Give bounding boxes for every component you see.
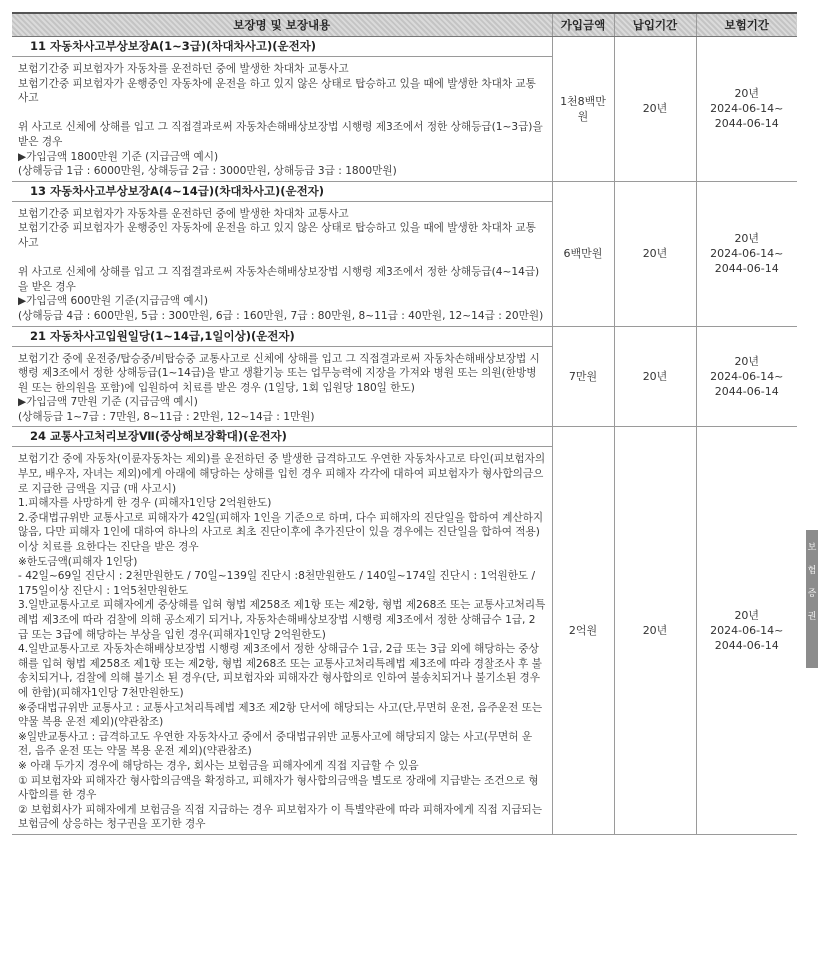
- amount-value: 2억원: [568, 624, 598, 638]
- description-line: ① 피보험자와 피해자간 형사합의금액을 확정하고, 피해자가 형사합의금액을 별도로 장래에 지급받는 조건으로 형사합의를 한 경우: [18, 774, 539, 802]
- coverage-row: [12, 326, 797, 427]
- description-line: 보험기간 중에 운전중/탑승중/비탑승중 교통사고로 신체에 상해를 입고 그 직접결과로써 자동차손해배상보장법 시행령 제3조에서 정한 상해등급(1~14급)을 받고 생활기능 또는 업무능력에 지장을 가져와 병원 또는 의원(한방병원 또는 한의원을 포함)에 입원하여 치료를 받은 경우 (1일당, 1회 입원당 180일 한도): [18, 352, 540, 394]
- term-line: 2044-06-14: [714, 639, 779, 653]
- term-line: 20년: [734, 87, 760, 101]
- description-line: 2.중대법규위반 교통사고로 피해자가 42일(피해자 1인을 기준으로 하며, 다수 피해자의 진단일을 합하여 계산하지 않음, 다만 피해자 1인에 대하여 하나의 사고로 최초 진단이후에 추가진단이 있을 경우에는 진단일을 합하여 적용) 이상 치료를 요한다는 진단을 받은 경우: [18, 511, 544, 554]
- header-term: 보험기간: [696, 13, 797, 37]
- coverage-title: 13 자동차사고부상보장A(4~14급)(차대차사고)(운전자): [12, 182, 552, 202]
- description-line: 3.일반교통사고로 피해자에게 중상해를 입혀 형법 제258조 제1항 또는 제2항, 형법 제268조 또는 교통사고처리특례법 제3조에 따라 검찰에 의해 공소제기 되거나, 자동차손해배상보장법 시행령 제3조에서 정한 상해급수 1급, 2급 또는 3급에 해당하는 부상을 입힌 경우(피해자1인당 2억원한도): [18, 599, 546, 641]
- term-cell: [696, 37, 797, 182]
- term-line: 2024-06-14~: [710, 247, 784, 261]
- description-line: ※한도금액(피해자 1인당): [18, 555, 138, 568]
- amount-cell: [552, 37, 614, 182]
- description-line: 보험기간중 피보험자가 운행중인 자동차에 운전을 하고 있지 않은 상태로 탑승하고 있을 때에 발생한 차대차 교통사고: [18, 222, 536, 249]
- header-row: [12, 13, 797, 37]
- term-line: 2024-06-14~: [710, 102, 784, 116]
- term-line: 20년: [734, 609, 760, 623]
- amount-unit: 원: [577, 109, 589, 123]
- header-pay-period: 납입기간: [614, 13, 696, 37]
- amount-cell: [552, 427, 614, 834]
- term-line: 2024-06-14~: [710, 624, 784, 638]
- side-tab-char: 험: [807, 566, 817, 576]
- description-line: ▶가입금액 7만원 기준 (지급금액 예시): [18, 396, 198, 409]
- side-tab-char: 증: [807, 589, 817, 599]
- term-line: 2044-06-14: [714, 117, 779, 131]
- description-line: 보험기간 중에 자동차(이륜자동차는 제외)를 운전하던 중 발생한 급격하고도 우연한 자동차사고로 타인(피보험자의 부모, 배우자, 자녀는 제외)에게 아래에 해당하는 상해를 입힌 경우 피해자 각각에 대하여 피보험자가 형사합의금으로 지급한 금액을 지급 (매 사고시): [18, 453, 546, 495]
- coverage-content-cell: [12, 37, 552, 182]
- side-tab-char: 보: [807, 543, 817, 553]
- description-line: [18, 251, 546, 266]
- description-line: ※ 아래 두가지 경우에 해당하는 경우, 회사는 보험금을 피해자에게 직접 지급할 수 있음: [18, 759, 419, 772]
- description-line: 보험기간중 피보험자가 자동차를 운전하던 중에 발생한 차대차 교통사고: [18, 207, 349, 220]
- description-line: 위 사고로 신체에 상해를 입고 그 직접결과로써 자동차손해배상보장법 시행령 제3조에서 정한 상해등급(4~14급)을 받은 경우: [18, 266, 540, 293]
- amount-cell: [552, 326, 614, 427]
- coverage-content-cell: [12, 181, 552, 326]
- coverage-description: [12, 57, 552, 181]
- description-line: ▶가입금액 1800만원 기준 (지급금액 예시): [18, 150, 219, 163]
- description-line: 보험기간중 피보험자가 자동차를 운전하던 중에 발생한 차대차 교통사고: [18, 63, 349, 75]
- term-cell: [696, 326, 797, 427]
- description-line: ▶가입금액 600만원 기준(지급금액 예시): [18, 295, 209, 308]
- description-line: 위 사고로 신체에 상해를 입고 그 직접결과로써 자동차손해배상보장법 시행령 제3조에서 정한 상해등급(1~3급)을 받은 경우: [18, 121, 543, 148]
- side-tab: [806, 530, 818, 668]
- side-tab-char: 권: [807, 612, 817, 622]
- pay-period-cell: 20년: [614, 37, 696, 182]
- amount-value: 7만원: [568, 369, 598, 383]
- description-line: ※중대법규위반 교통사고 : 교통사고처리특례법 제3조 제2항 단서에 해당되는 사고(단,무면허 운전, 음주운전 또는 약물 복용 운전 제외)(약관참조): [18, 701, 543, 729]
- description-line: (상해등급 1급 : 6000만원, 상해등급 2급 : 3000만원, 상해등급 3급 : 1800만원): [18, 165, 397, 178]
- coverage-description: [12, 347, 552, 427]
- term-line: 2024-06-14~: [710, 369, 784, 383]
- coverage-table: [12, 12, 797, 835]
- description-line: (상해등급 4급 : 600만원, 5급 : 300만원, 6급 : 160만원, 7급 : 80만원, 8~11급 : 40만원, 12~14급 : 20만원): [18, 309, 544, 322]
- coverage-content-cell: [12, 326, 552, 427]
- pay-period-cell: 20년: [614, 181, 696, 326]
- description-line: 보험기간중 피보험자가 운행중인 자동차에 운전을 하고 있지 않은 상태로 탑승하고 있을 때에 발생한 차대차 교통사고: [18, 77, 536, 105]
- term-line: 2044-06-14: [714, 262, 779, 276]
- term-line: 20년: [734, 354, 760, 368]
- coverage-title: 24 교통사고처리보장Ⅶ(중상해보장확대)(운전자): [12, 427, 552, 447]
- description-line: ※일반교통사고 : 급격하고도 우연한 자동차사고 중에서 중대법규위반 교통사고에 해당되지 않는 사고(무면허 운전, 음주 운전 또는 약물 복용 운전 제외)(약관참조): [18, 730, 533, 758]
- term-line: 20년: [734, 232, 760, 246]
- coverage-title: 11 자동차사고부상보장A(1~3급)(차대차사고)(운전자): [12, 37, 552, 57]
- description-line: (상해등급 1~7급 : 7만원, 8~11급 : 2만원, 12~14급 : 1만원): [18, 410, 315, 423]
- amount-value: 6백만원: [563, 247, 603, 261]
- coverage-row: [12, 427, 797, 834]
- coverage-row: [12, 181, 797, 326]
- coverage-description: [12, 202, 552, 326]
- term-cell: [696, 427, 797, 834]
- description-line: [18, 106, 546, 121]
- header-amount: 가입금액: [552, 13, 614, 37]
- description-line: 4.일반교통사고로 자동차손해배상보장법 시행령 제3조에서 정한 상해급수 1급, 2급 또는 3급 외에 해당하는 중상해를 입혀 형법 제258조 제1항 또는 제2항, 형법 제268조 또는 교통사고처리특례법 제3조에 따라 경찰조사 후 불송치되거나, 검찰에 의해 불기소 된 경우(단, 피보험자와 피해자간 형사합의로 인하여 불송치되거나 불기소된 경우에 한함)(피해자1인당 7천만원한도): [18, 643, 542, 699]
- pay-period-cell: 20년: [614, 326, 696, 427]
- coverage-description: [12, 447, 552, 833]
- coverage-row: [12, 37, 797, 182]
- term-line: 2044-06-14: [714, 384, 779, 398]
- coverage-title: 21 자동차사고입원일당(1~14급,1일이상)(운전자): [12, 327, 552, 347]
- term-cell: [696, 181, 797, 326]
- description-line: - 42일~69일 진단시 : 2천만원한도 / 70일~139일 진단시 :8천만원한도 / 140일~174일 진단시 : 1억원한도 / 175일이상 진단시 : 1억5천만원한도: [18, 570, 536, 597]
- coverage-content-cell: [12, 427, 552, 834]
- pay-period-cell: 20년: [614, 427, 696, 834]
- description-line: ② 보험회사가 피해자에게 보험금을 직접 지급하는 경우 피보험자가 이 특별약관에 따라 피해자에게 직접 지급되는 보험금에 상응하는 청구권을 포기한 경우: [18, 803, 543, 831]
- description-line: 1.피해자를 사망하게 한 경우 (피해자1인당 2억원한도): [18, 497, 272, 510]
- amount-cell: [552, 181, 614, 326]
- amount-value: 1천8백만: [560, 94, 606, 108]
- header-coverage: 보장명 및 보장내용: [12, 13, 552, 37]
